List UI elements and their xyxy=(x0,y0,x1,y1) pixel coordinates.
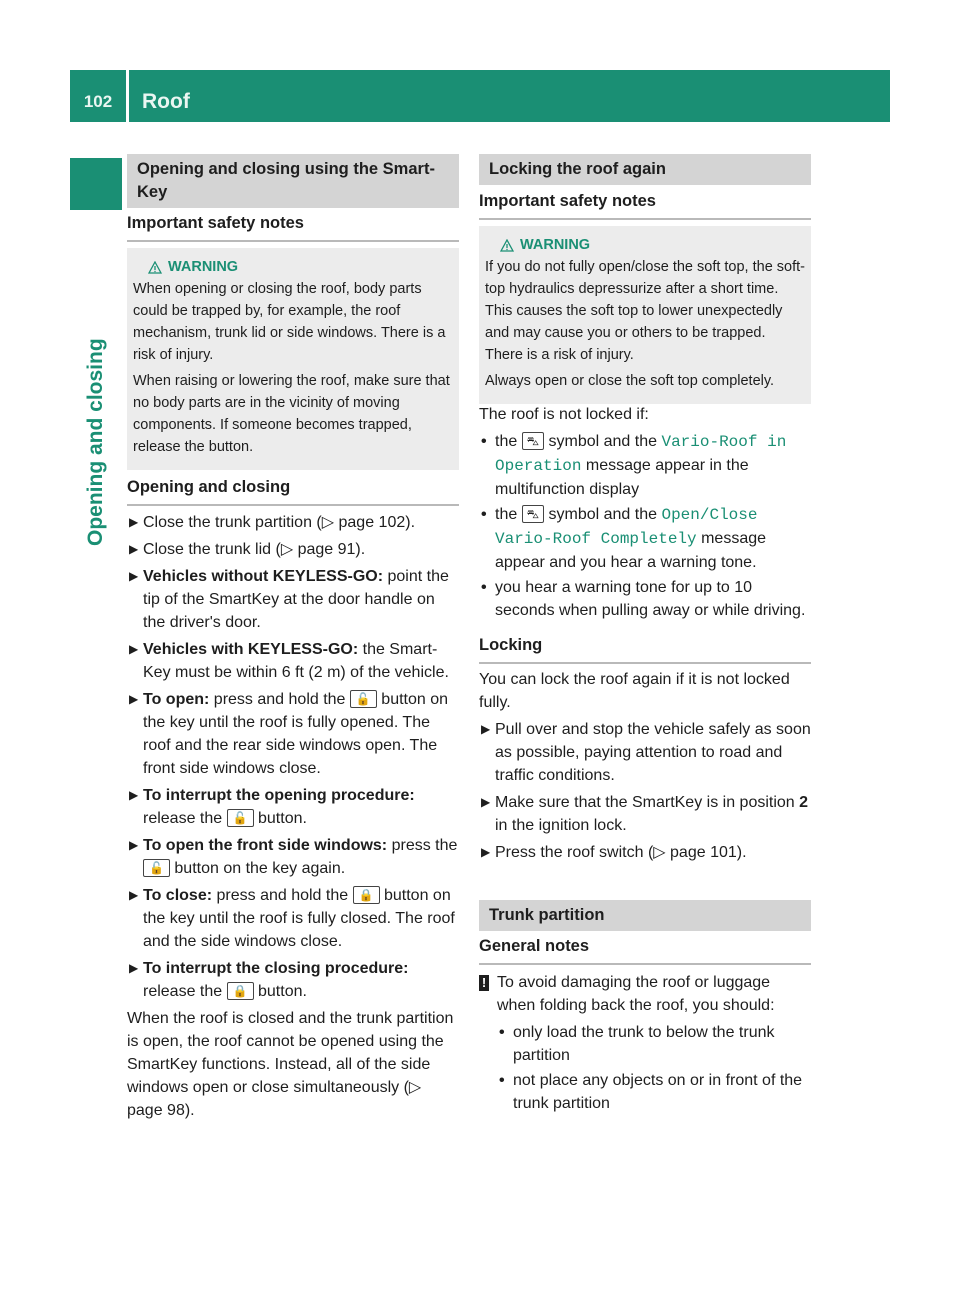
step-bold: 2 xyxy=(799,794,809,811)
step-close-trunk-partition xyxy=(127,511,459,534)
bullet-text: message appear and you hear a warning tone. xyxy=(495,530,767,571)
step-to-close xyxy=(127,884,459,953)
step-arrow-icon: ▶ xyxy=(129,569,139,583)
bullet-icon: • xyxy=(499,1072,505,1089)
header-divider xyxy=(126,70,129,122)
header-bar xyxy=(70,70,890,122)
warning-triangle-icon xyxy=(500,239,514,252)
bullet-text: only load the trunk to below the trunk partition xyxy=(513,1024,775,1064)
right-warning-p1: If you do not fully open/close the soft top, the soft-top hydraulics depressurize after a short time. This causes the soft top to lower unexpectedly and may cause you or others to be trapped. There is a risk of injury. xyxy=(485,259,805,363)
bullet-icon: • xyxy=(481,433,487,450)
display-message: Vario-Roof in Operation xyxy=(495,433,787,475)
side-tab-label: Opening and closing xyxy=(84,338,107,546)
left-warning-p1: When opening or closing the roof, body parts could be trapped by, for example, the roof mechanism, trunk lid or side windows. There is a risk of injury. xyxy=(133,281,446,363)
side-tab-marker xyxy=(70,158,122,210)
step-text: button on the key again. xyxy=(169,860,346,877)
step-bold: To open the front side windows: xyxy=(143,837,388,854)
step-open-front-windows xyxy=(127,834,459,880)
notice-block xyxy=(479,971,811,1115)
notice-exclamation-icon: ! xyxy=(479,975,489,991)
bullet-icon: • xyxy=(499,1024,505,1041)
step-arrow-icon: ▶ xyxy=(129,961,139,975)
step-bold: To interrupt the opening procedure: xyxy=(143,787,415,804)
bullet-text: symbol and the xyxy=(544,433,662,450)
bullet-icon: • xyxy=(481,506,487,523)
step-interrupt-opening xyxy=(127,784,459,830)
locking-step-ignition xyxy=(479,791,811,837)
notice-bullet-1 xyxy=(497,1021,811,1067)
trunk-partition-heading: Trunk partition xyxy=(479,900,811,931)
step-arrow-icon: ▶ xyxy=(129,838,139,852)
right-safety-heading: Important safety notes xyxy=(479,190,811,220)
left-warning-title-text: WARNING xyxy=(168,259,239,275)
step-to-open xyxy=(127,688,459,780)
section-title: Roof xyxy=(142,90,190,113)
step-bold: Vehicles with KEYLESS-GO: xyxy=(143,641,359,658)
not-locked-bullet-2 xyxy=(479,503,811,574)
locking-step-pull-over xyxy=(479,718,811,787)
bullet-text: message appear in the multifunction display xyxy=(495,457,749,498)
step-close-trunk-lid xyxy=(127,538,459,561)
not-locked-bullet-3 xyxy=(479,576,811,622)
left-warning-p2: When raising or lowering the roof, make sure that no body parts are in the vicinity of moving components. If someone becomes trapped, release the button. xyxy=(133,373,450,455)
left-warning-title xyxy=(133,256,453,278)
display-message: Open/Close Vario-Roof Completely xyxy=(495,506,758,548)
step-arrow-icon: ▶ xyxy=(481,795,491,809)
lock-key-icon: 🔒 xyxy=(353,886,380,904)
convertible-symbol-icon: ⛍ xyxy=(522,432,544,450)
step-arrow-icon: ▶ xyxy=(129,692,139,706)
page-number: 102 xyxy=(83,92,113,111)
notice-bullet-2 xyxy=(497,1069,811,1115)
smartkey-heading: Opening and closing using the Smart-Key xyxy=(127,154,459,208)
step-arrow-icon: ▶ xyxy=(129,515,139,529)
not-locked-bullet-1 xyxy=(479,430,811,501)
step-arrow-icon: ▶ xyxy=(129,642,139,656)
step-text: Close the trunk lid (▷ page 91). xyxy=(143,541,366,558)
right-warning-p2: Always open or close the soft top completely. xyxy=(485,373,775,389)
right-warning-box xyxy=(479,226,811,404)
step-bold: To close: xyxy=(143,887,213,904)
step-interrupt-closing xyxy=(127,957,459,1003)
step-arrow-icon: ▶ xyxy=(129,788,139,802)
step-text: Make sure that the SmartKey is in position xyxy=(495,794,800,811)
step-text: Press the roof switch (▷ page 101). xyxy=(495,844,747,861)
step-arrow-icon: ▶ xyxy=(481,722,491,736)
bullet-icon: • xyxy=(481,579,487,596)
locking-step-roof-switch xyxy=(479,841,811,864)
step-bold: To open: xyxy=(143,691,210,708)
step-without-keyless xyxy=(127,565,459,634)
step-bold: To interrupt the closing procedure: xyxy=(143,960,409,977)
step-arrow-icon: ▶ xyxy=(129,888,139,902)
unlock-key-icon: 🔓 xyxy=(143,859,170,877)
step-text: press the xyxy=(387,837,458,854)
bullet-text: not place any objects on or in front of the trunk partition xyxy=(513,1072,803,1112)
bullet-text: the xyxy=(495,433,522,450)
step-text: press and hold the xyxy=(209,691,350,708)
locking-roof-heading: Locking the roof again xyxy=(479,154,811,185)
step-text: Pull over and stop the vehicle safely as soon as possible, paying attention to road and traffic conditions. xyxy=(495,721,811,784)
step-text: release the xyxy=(143,983,227,1000)
step-text: button on the key until the roof is fully closed. The roof and the side windows close. xyxy=(143,887,455,950)
step-text: in the ignition lock. xyxy=(495,817,627,834)
trunk-notice xyxy=(479,971,811,1117)
step-text: button. xyxy=(253,810,307,827)
step-arrow-icon: ▶ xyxy=(481,845,491,859)
not-locked-section xyxy=(479,403,811,624)
step-text: release the xyxy=(143,810,227,827)
notice-intro: To avoid damaging the roof or luggage when folding back the roof, you should: xyxy=(497,974,775,1014)
unlock-key-icon: 🔓 xyxy=(227,809,254,827)
opening-steps xyxy=(127,511,459,1122)
bullet-text: you hear a warning tone for up to 10 seconds when pulling away or while driving. xyxy=(495,579,806,619)
locking-section xyxy=(479,668,811,868)
convertible-symbol-icon: ⛍ xyxy=(522,505,544,523)
step-with-keyless xyxy=(127,638,459,684)
locking-intro: You can lock the roof again if it is not locked fully. xyxy=(479,671,790,711)
step-arrow-icon: ▶ xyxy=(129,542,139,556)
lock-key-icon: 🔒 xyxy=(227,982,254,1000)
step-text: button on the key until the roof is fully opened. The roof and the rear side windows open. The front side windows close. xyxy=(143,691,449,777)
step-text: point the tip of the SmartKey at the door handle on the driver's door. xyxy=(143,568,449,631)
left-safety-heading: Important safety notes xyxy=(127,212,459,242)
step-text: press and hold the xyxy=(212,887,353,904)
right-warning-title-text: WARNING xyxy=(520,237,591,253)
closing-note: When the roof is closed and the trunk partition is open, the roof cannot be opened using the SmartKey functions. Instead, all of the side windows open or close simultaneously (▷ page 98). xyxy=(127,1010,454,1119)
step-bold: Vehicles without KEYLESS-GO: xyxy=(143,568,384,585)
right-warning-title xyxy=(485,234,805,256)
not-locked-intro: The roof is not locked if: xyxy=(479,406,649,423)
step-text: Close the trunk partition (▷ page 102). xyxy=(143,514,416,531)
general-notes-heading: General notes xyxy=(479,935,811,965)
opening-closing-heading: Opening and closing xyxy=(127,476,459,506)
warning-triangle-icon xyxy=(148,261,162,274)
bullet-text: symbol and the xyxy=(544,506,662,523)
bullet-text: the xyxy=(495,506,522,523)
unlock-key-icon: 🔓 xyxy=(350,690,377,708)
left-warning-box xyxy=(127,248,459,470)
step-text: the Smart-Key must be within 6 ft (2 m) of the vehicle. xyxy=(143,641,449,681)
locking-heading: Locking xyxy=(479,634,811,664)
step-text: button. xyxy=(253,983,307,1000)
